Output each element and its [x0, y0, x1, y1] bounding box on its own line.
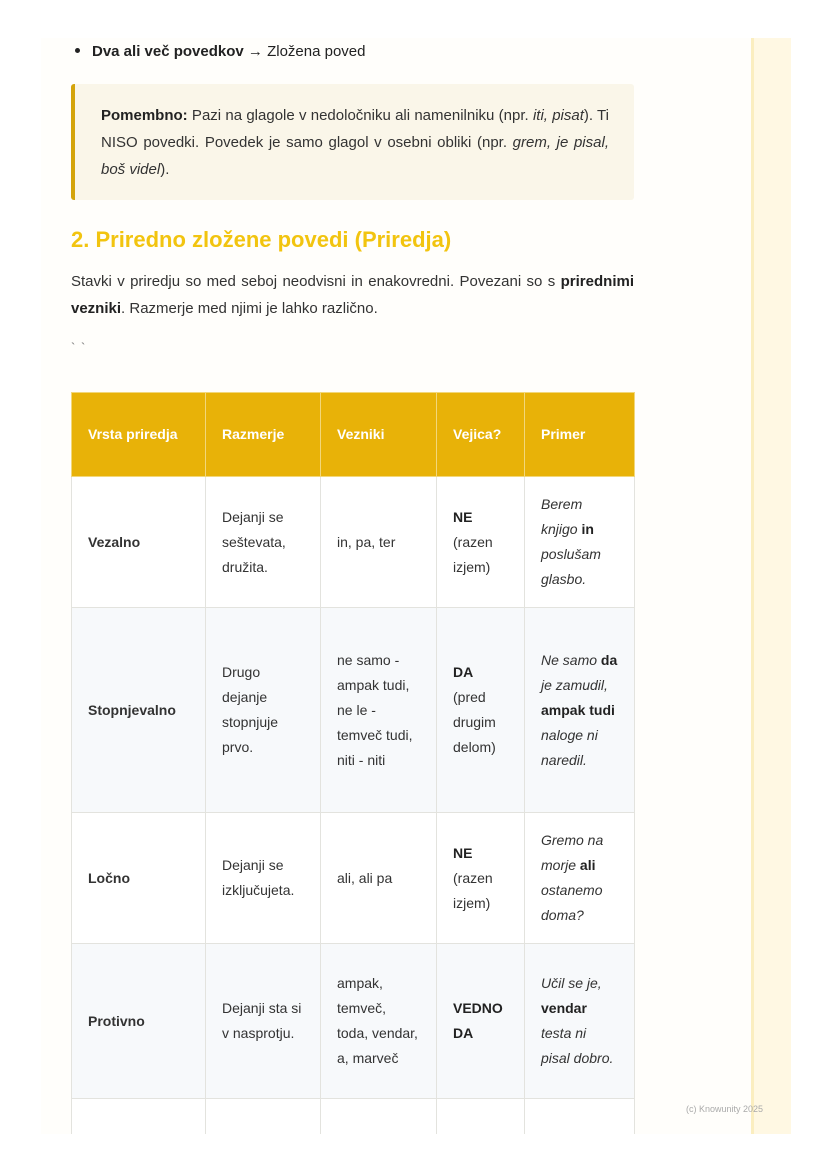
primer-bold: ampak tudi [541, 701, 615, 718]
header-vejica: Vejica? [437, 393, 525, 477]
header-razmerje: Razmerje [206, 393, 321, 477]
cell-vrsta: Vezalno [72, 477, 206, 608]
bullet-bold: Dva ali več povedkov [92, 43, 244, 60]
empty-cell [72, 1099, 206, 1135]
table-row [72, 477, 635, 608]
cell-razmerje: Dejanji sta si v nasprotju. [206, 944, 321, 1099]
cell-vezniki: ampak, temveč, toda, vendar, a, marveč [321, 944, 437, 1099]
bullet-dot-icon [75, 48, 80, 53]
cell-vrsta: Protivno [72, 944, 206, 1099]
vejica-rest: (razen izjem) [453, 533, 493, 575]
callout-italic-2: grem, je pisal, boš videl [101, 134, 609, 178]
cell-primer [525, 944, 635, 1099]
primer-text: ostanemo doma? [541, 882, 603, 923]
cell-vrsta: Stopnjevalno [72, 608, 206, 813]
primer-text: testa ni pisal dobro. [541, 1025, 614, 1066]
section-heading: 2. Priredno zložene povedi (Priredja) [71, 227, 452, 252]
primer-bold: da [600, 651, 618, 668]
intro-text-1: Stavki v priredju so med seboj neodvisni in enakovredni. Povezani so s [71, 273, 561, 290]
vejica-bold: NE [453, 508, 473, 525]
primer-text: Gremo na morje [541, 832, 604, 873]
bullet-item [75, 42, 366, 62]
document-page [41, 38, 751, 1134]
copyright-footer: (c) Knowunity 2025 [686, 1104, 764, 1114]
vejica-bold: VEDNO DA [453, 1000, 503, 1041]
vejica-rest: (razen izjem) [453, 869, 493, 911]
empty-cell [206, 1099, 321, 1135]
header-vezniki: Vezniki [321, 393, 437, 477]
cell-vrsta: Ločno [72, 813, 206, 944]
vejica-bold: DA [453, 664, 474, 680]
primer-text: Berem knjigo [541, 496, 583, 537]
header-vrsta: Vrsta priredja [72, 393, 206, 477]
intro-paragraph [71, 268, 634, 322]
cell-primer [525, 477, 635, 608]
right-margin-strip [751, 38, 791, 1134]
callout-label: Pomembno: [101, 107, 188, 124]
primer-text: naloge ni naredil. [541, 726, 598, 768]
priredja-table [71, 392, 635, 1134]
vejica-bold: NE [453, 844, 473, 861]
primer-text: je zamudil, [541, 676, 608, 693]
header-primer: Primer [525, 393, 635, 477]
cell-razmerje: Drugo dejanje stopnjuje prvo. [206, 608, 321, 813]
primer-bold: ali [579, 857, 596, 873]
primer-bold: vendar [541, 1000, 587, 1016]
important-callout [71, 84, 634, 200]
empty-cell [525, 1099, 635, 1135]
table-row [72, 608, 635, 813]
primer-text: Ne samo [541, 651, 601, 668]
callout-text-1: Pazi na glagole v nedoločniku ali namenilniku (npr. [187, 107, 533, 124]
primer-bold: in [581, 521, 594, 537]
cell-vezniki: ali, ali pa [321, 813, 437, 944]
table-row [72, 944, 635, 1099]
cell-razmerje: Dejanji se seštevata, družita. [206, 477, 321, 608]
empty-cell [321, 1099, 437, 1135]
intro-bold: prirednimi vezniki [71, 273, 634, 317]
cell-primer [525, 813, 635, 944]
callout-text-3: ). [160, 161, 170, 178]
cell-vejica [437, 944, 525, 1099]
cell-primer [525, 608, 635, 813]
cell-vezniki: in, pa, ter [321, 477, 437, 608]
table-row-partial [72, 1099, 635, 1135]
cell-vejica [437, 608, 525, 813]
primer-text: poslušam glasbo. [541, 546, 601, 587]
empty-cell [437, 1099, 525, 1135]
cell-razmerje: Dejanji se izključujeta. [206, 813, 321, 944]
callout-text-2: ). Ti NISO povedki. Povedek je samo glagol v osebni obliki (npr. [101, 107, 609, 151]
vejica-rest: (pred drugim delom) [453, 689, 496, 755]
cell-vejica [437, 813, 525, 944]
intro-text-2: . Razmerje med njimi je lahko različno. [121, 300, 378, 317]
callout-italic-1: iti, pisat [532, 107, 584, 124]
table-row [72, 813, 635, 944]
primer-text: Učil se je, [541, 975, 602, 991]
cell-vezniki: ne samo - ampak tudi, ne le - temveč tudi, niti - niti [321, 608, 437, 813]
table-header-row [72, 393, 635, 477]
cell-vejica [437, 477, 525, 608]
bullet-rest: → Zložena poved [243, 43, 366, 60]
stray-backticks: ` ` [71, 340, 87, 355]
